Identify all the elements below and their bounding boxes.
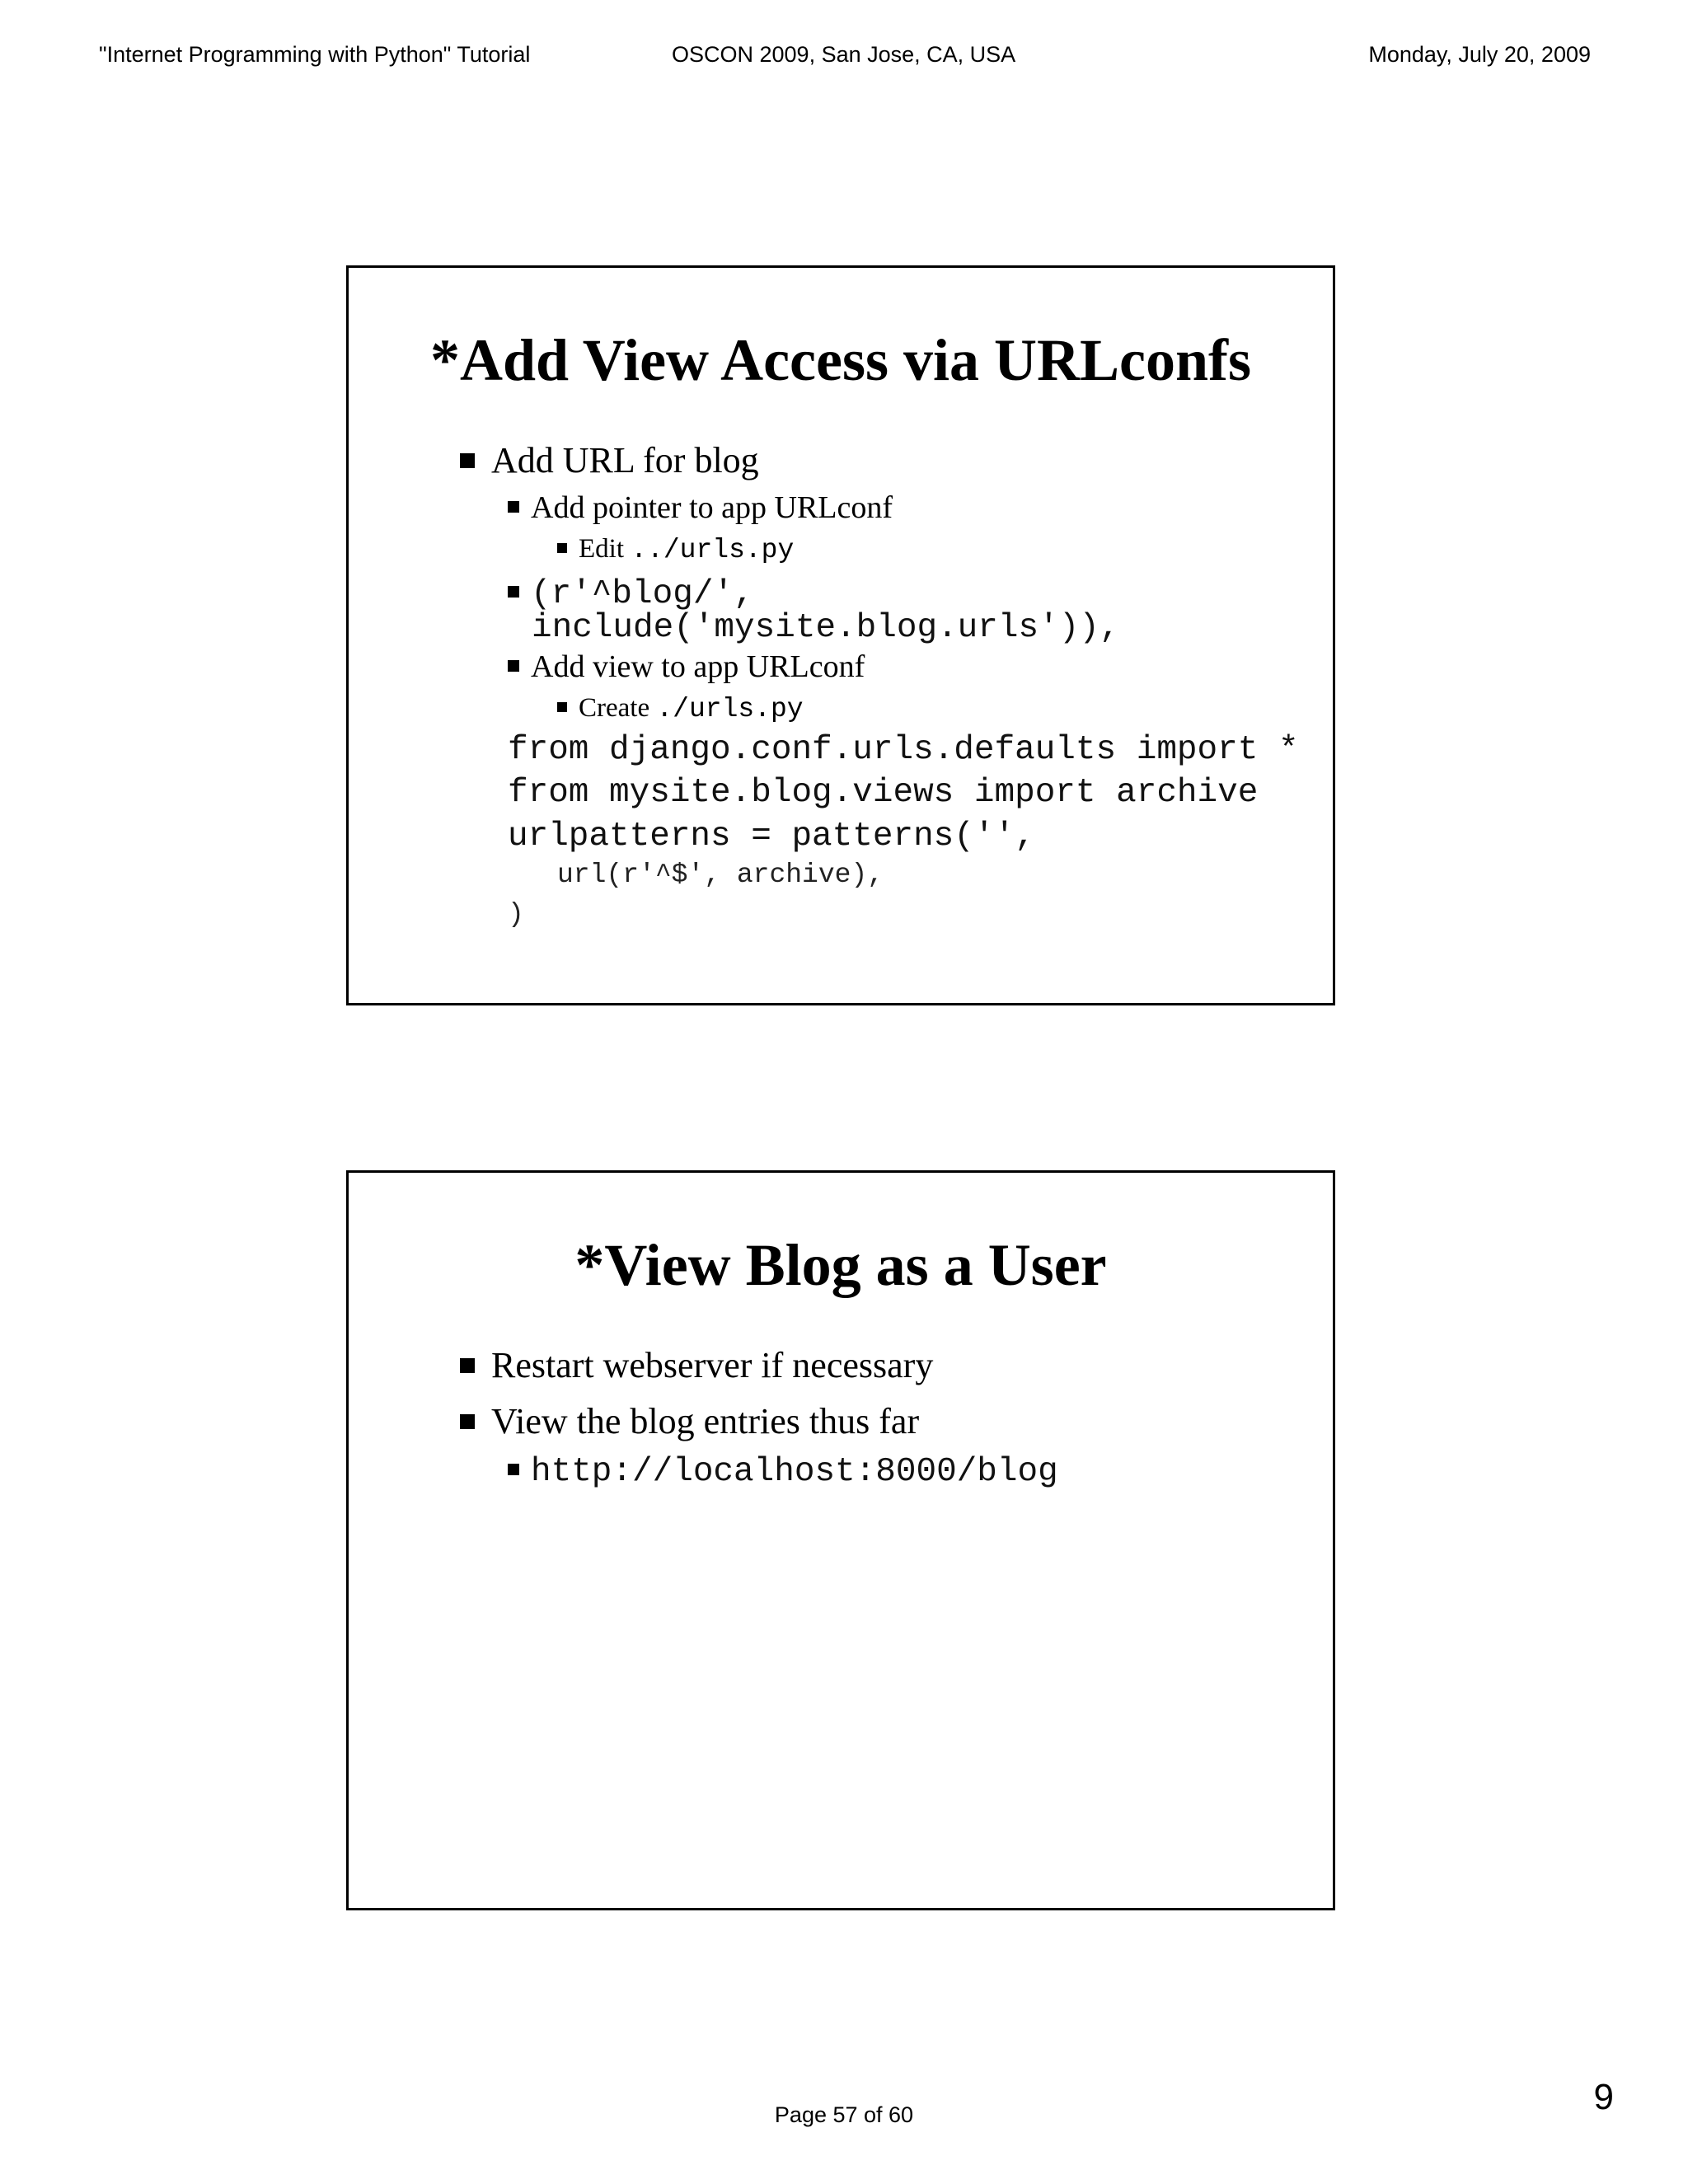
bullet-add-view: Add view to app URLconf bbox=[508, 651, 865, 682]
bullet-create-urls: Create ./urls.py bbox=[557, 695, 804, 723]
page-number: Page 57 of 60 bbox=[774, 2102, 914, 2127]
bullet-blog-url: http://localhost:8000/blog bbox=[508, 1455, 1058, 1489]
header-conference: OSCON 2009, San Jose, CA, USA bbox=[672, 42, 1016, 67]
bullet-square-icon bbox=[508, 586, 519, 598]
slide-title: *Add View Access via URLconfs bbox=[429, 327, 1251, 393]
bullet-square-icon bbox=[508, 1464, 519, 1475]
bullet-edit-urls: Edit ../urls.py bbox=[557, 536, 794, 564]
slide-title: *View Blog as a User bbox=[574, 1232, 1107, 1298]
header-left-title: "Internet Programming with Python" Tutorial bbox=[99, 42, 531, 67]
bullet-square-icon bbox=[557, 702, 567, 712]
slide-view-blog-as-user bbox=[346, 1170, 1335, 1910]
sheet-number: 9 bbox=[1593, 2077, 1614, 2117]
bullet-restart-webserver: Restart webserver if necessary bbox=[460, 1347, 933, 1384]
code-line: from mysite.blog.views import archive bbox=[508, 774, 1259, 812]
bullet-add-pointer: Add pointer to app URLconf bbox=[508, 492, 893, 523]
header-date: Monday, July 20, 2009 bbox=[1368, 42, 1591, 67]
code-line: ) bbox=[508, 899, 524, 930]
slide-add-view-access bbox=[346, 265, 1335, 1005]
bullet-square-icon bbox=[508, 501, 519, 513]
bullet-square-icon bbox=[557, 543, 567, 553]
include-line-continuation: include('mysite.blog.urls')), bbox=[532, 609, 1120, 647]
bullet-square-icon bbox=[508, 660, 519, 672]
bullet-square-icon bbox=[460, 453, 475, 468]
bullet-view-entries: View the blog entries thus far bbox=[460, 1404, 919, 1440]
code-line: from django.conf.urls.defaults import * bbox=[508, 731, 1299, 769]
code-line: url(r'^$', archive), bbox=[557, 860, 884, 890]
bullet-square-icon bbox=[460, 1358, 475, 1373]
bullet-square-icon bbox=[460, 1414, 475, 1429]
bullet-add-url: Add URL for blog bbox=[460, 443, 759, 479]
code-line: urlpatterns = patterns('', bbox=[508, 818, 1035, 855]
bullet-include-line: (r'^blog/', bbox=[508, 577, 754, 612]
